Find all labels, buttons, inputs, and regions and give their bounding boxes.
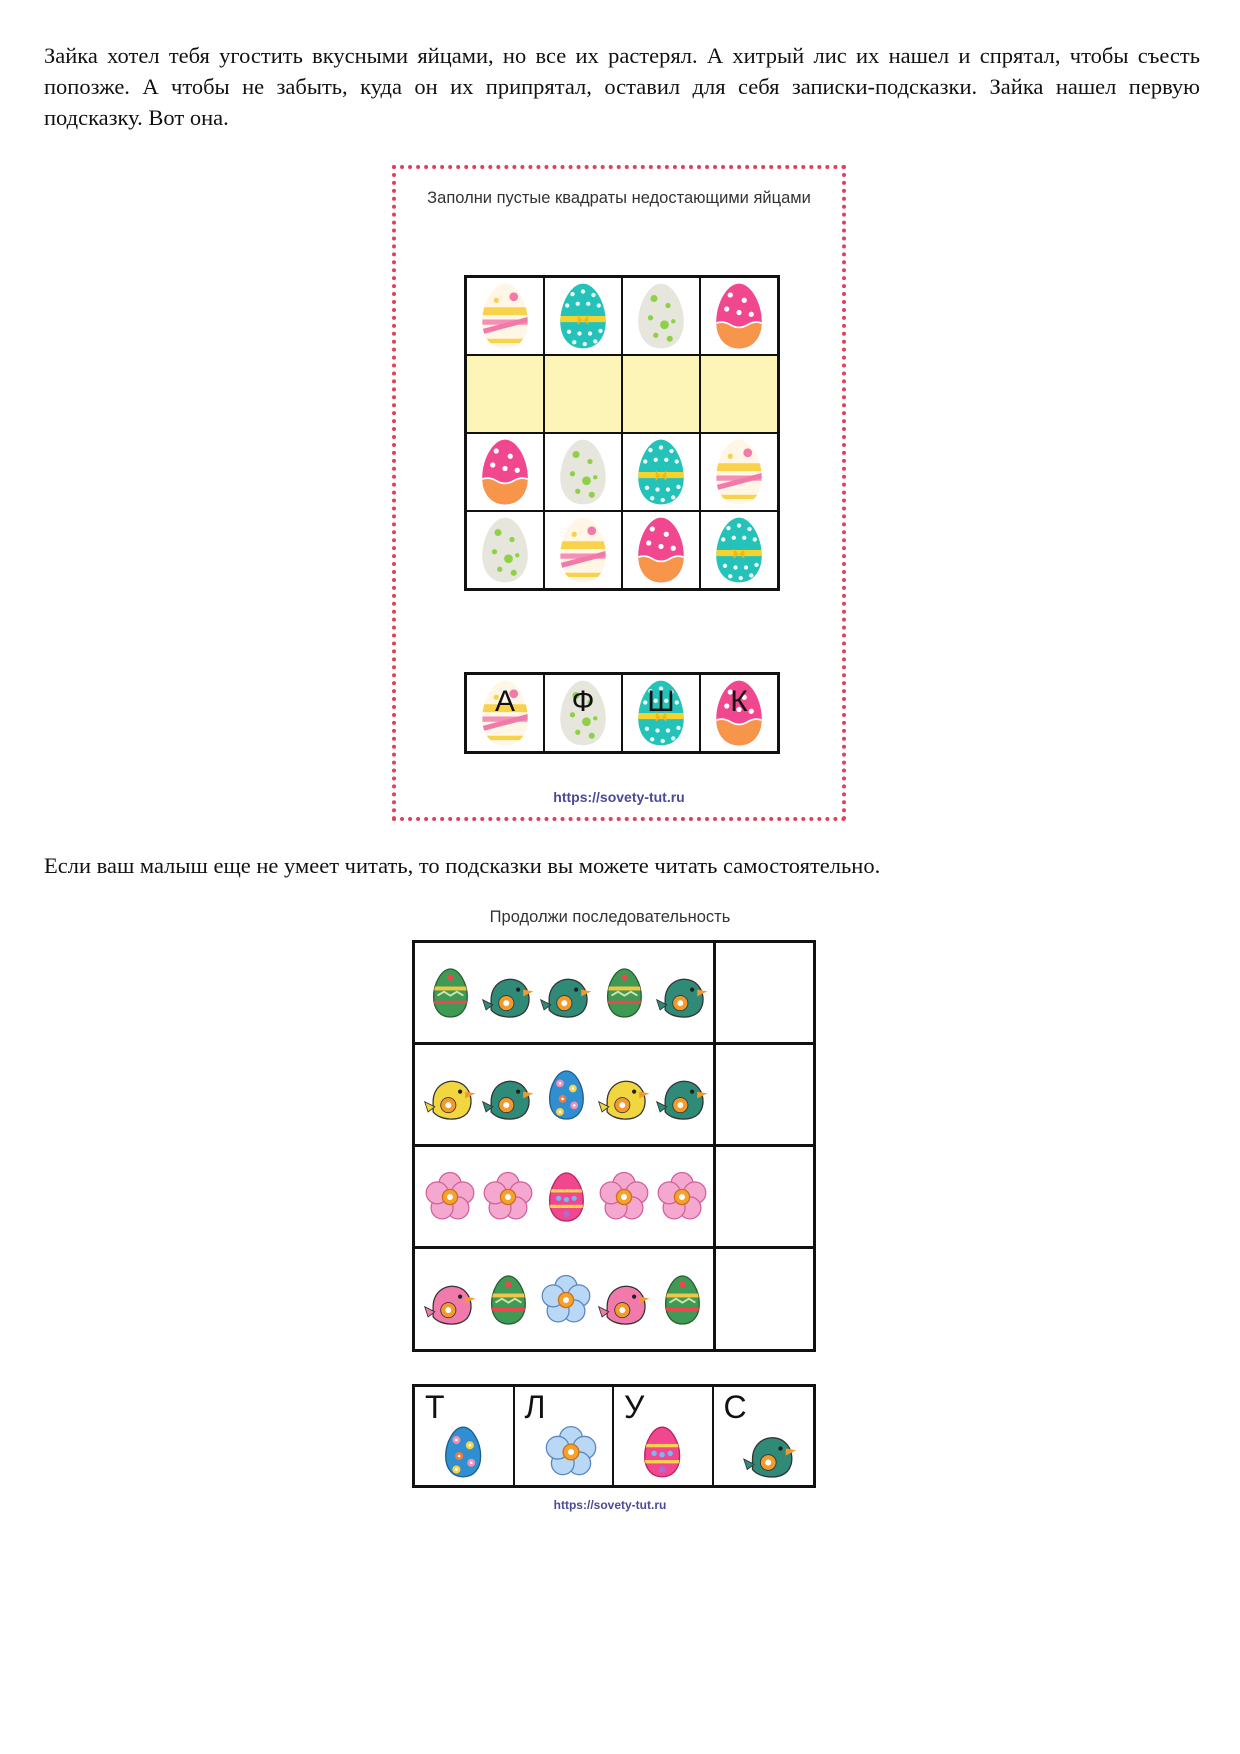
blue-flower-icon [543,1423,599,1481]
sequence-item [597,962,651,1024]
key-letter: У [624,1389,645,1425]
sequence-item [597,1269,651,1331]
teal-bird-icon [742,1423,798,1481]
pink-orange-egg-icon [634,515,688,585]
pink-flower-icon [655,1168,709,1226]
answer-cell[interactable] [713,1147,813,1246]
key-cell [466,674,544,752]
answer-cell[interactable] [713,943,813,1042]
empty-answer-cell[interactable] [466,355,544,433]
grid-cell [622,433,700,511]
white-green-egg-icon [634,281,688,351]
grid-cell [544,511,622,589]
sequence-items [423,1249,713,1351]
grid-cell [700,511,778,589]
teal-bird-icon [655,964,709,1022]
key-cell [515,1387,615,1485]
pink-flower-icon [423,1168,477,1226]
source-url-2: https://sovety-tut.ru [553,1498,667,1512]
empty-answer-cell[interactable] [622,355,700,433]
key-cell [714,1387,814,1485]
grid-cell [544,277,622,355]
striped-egg-icon [478,281,532,351]
grid-cell [466,433,544,511]
grid-cell [466,511,544,589]
key-letter: Ф [571,685,595,718]
grid-cell [622,511,700,589]
sequence-item [481,1064,535,1126]
sequence-item [423,1166,477,1228]
sequence-row [415,943,813,1045]
empty-answer-cell[interactable] [544,355,622,433]
teal-dotted-egg-icon [634,437,688,507]
pink-orange-egg-icon [712,281,766,351]
key-picture [443,1423,483,1486]
grid-cell [622,277,700,355]
sequence-item [539,1064,593,1126]
key-letter: К [730,685,748,718]
sequence-title: Продолжи последовательность [489,908,731,926]
key-picture [543,1423,599,1486]
sequence-item [597,1166,651,1228]
sequence-items [423,1045,713,1144]
sequence-item [539,1166,593,1228]
sequence-item [655,1269,709,1331]
striped-egg-icon [712,437,766,507]
source-url: https://sovety-tut.ru [553,789,685,805]
teal-bird-icon [481,964,535,1022]
green-egg-icon [431,964,470,1022]
key-letter: С [723,1389,747,1425]
blue-flower-icon [539,1271,593,1329]
green-egg-icon [489,1271,528,1329]
pink-egg-icon [547,1168,586,1226]
key-letter: Т [425,1389,445,1425]
floral-egg-icon [443,1423,483,1481]
sequence-row [415,1147,813,1249]
key-cell [544,674,622,752]
sequence-item [655,1064,709,1126]
striped-egg-icon [556,515,610,585]
sequence-item [423,1269,477,1331]
sequence-item [481,1269,535,1331]
pink-bird-icon [423,1271,477,1329]
grid-cell [544,433,622,511]
green-egg-icon [663,1271,702,1329]
key-cell [415,1387,515,1485]
sequence-item [481,962,535,1024]
white-green-egg-icon [478,515,532,585]
grid-cell [700,277,778,355]
key-picture [742,1423,798,1486]
teal-bird-icon [539,964,593,1022]
sequence-item [539,1269,593,1331]
pink-egg-icon [642,1423,682,1481]
sequence-table [412,940,816,1352]
egg-sudoku-grid [464,275,780,591]
sequence-item [481,1166,535,1228]
sequence-items [423,1147,713,1246]
pink-bird-icon [597,1271,651,1329]
teal-dotted-egg-icon [556,281,610,351]
sequence-item [655,1166,709,1228]
puzzle-title: Заполни пустые квадраты недостающими яйцами [427,189,811,207]
grid-cell [700,433,778,511]
teal-bird-icon [481,1066,535,1124]
floral-egg-icon [547,1066,586,1124]
egg-letter-key [464,672,780,754]
puzzle-card-fill-eggs [392,165,846,821]
intro-paragraph: Зайка хотел тебя угостить вкусными яйцами, но все их растерял. А хитрый лис их нашел и спрятал, чтобы съесть попозже. А чтобы не забыть, куда он их припрятал, оставил для себя записки-подсказки. Зайка нашел первую подсказку. Вот она. [44,43,1200,130]
key-cell [622,674,700,752]
sequence-letter-key [412,1384,816,1488]
note-paragraph: Если ваш малыш еще не умеет читать, то подсказки вы можете читать самостоятельно. [44,853,881,878]
yellow-chick-icon [423,1066,477,1124]
sequence-items [423,943,713,1042]
sequence-row [415,1249,813,1351]
sequence-item [597,1064,651,1126]
sequence-item [423,962,477,1024]
pink-orange-egg-icon [478,437,532,507]
pink-flower-icon [481,1168,535,1226]
key-cell [700,674,778,752]
empty-answer-cell[interactable] [700,355,778,433]
key-cell [614,1387,714,1485]
teal-bird-icon [655,1066,709,1124]
key-picture [642,1423,682,1486]
white-green-egg-icon [556,437,610,507]
sequence-item [539,962,593,1024]
key-letter: Ш [647,685,675,718]
answer-cell[interactable] [713,1045,813,1144]
green-egg-icon [605,964,644,1022]
pink-flower-icon [597,1168,651,1226]
grid-cell [466,277,544,355]
key-letter: Л [524,1389,546,1425]
key-letter: А [494,685,515,718]
teal-dotted-egg-icon [712,515,766,585]
sequence-row [415,1045,813,1147]
sequence-item [655,962,709,1024]
answer-cell[interactable] [713,1249,813,1351]
sequence-item [423,1064,477,1126]
yellow-chick-icon [597,1066,651,1124]
